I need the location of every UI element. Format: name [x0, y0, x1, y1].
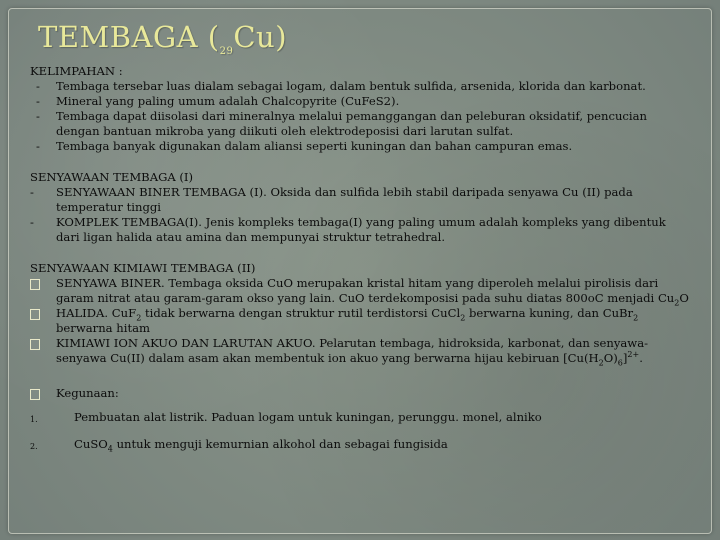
- slide-title: [38, 20, 287, 57]
- section-heading-kegunaan: Kegunaan:: [30, 386, 690, 401]
- title-text: TEMBAGA (: [38, 20, 220, 54]
- slide-content: [30, 64, 690, 452]
- tembaga-ii-list: [30, 276, 690, 366]
- kelimpahan-list: [30, 79, 690, 154]
- list-item: 2. CuSO$_4$ untuk menguji kemurnian alkohol dan sebagai fungisida: [30, 437, 448, 454]
- tembaga-i-list: [30, 185, 690, 245]
- list-number: 1.: [30, 415, 38, 424]
- list-item: - Tembaga dapat diisolasi dari mineralnya melalui pemanggangan dan peleburan oksidatif, pencucian dengan bantuan mikroba yang diikuti oleh elektrodeposisi dari larutan sulfat.: [30, 109, 690, 139]
- kegunaan-heading-list: [30, 386, 690, 401]
- list-item: - Tembaga tersebar luas dialam sebagai logam, dalam bentuk sulfida, arsenida, klorida dan karbonat.: [30, 79, 690, 94]
- title-atomic-number: 29: [219, 45, 234, 57]
- kegunaan-list: [30, 410, 690, 452]
- list-item: HALIDA. CuF$_2$ tidak berwarna dengan struktur rutil terdistorsi CuCl$_2$ berwarna kuning, dan CuBr$_2$ berwarna hitam: [30, 306, 690, 336]
- list-number: 2.: [30, 442, 38, 451]
- list-item: - Mineral yang paling umum adalah Chalcopyrite (CuFeS2).: [30, 94, 690, 109]
- bullet-box-icon: [30, 279, 40, 290]
- bullet-box-icon: [30, 339, 40, 350]
- list-item: SENYAWA BINER. Tembaga oksida CuO merupakan kristal hitam yang diperoleh melalui pirolisis dari garam nitrat atau garam-garam okso yang lain. CuO terdekomposisi pada suhu diatas 800oC menjadi $Cu_2O$: [30, 276, 690, 306]
- bullet-box-icon: [30, 309, 40, 320]
- list-item: - KOMPLEK TEMBAGA(I). Jenis kompleks tembaga(I) yang paling umum adalah kompleks yang dibentuk dari ligan halida atau amina dan mempunyai struktur tetrahedral.: [30, 215, 690, 245]
- section-heading-kelimpahan: KELIMPAHAN :: [30, 64, 123, 78]
- list-item: KIMIAWI ION AKUO DAN LARUTAN AKUO. Pelarutan tembaga, hidroksida, karbonat, dan senyawa-senyawa Cu(II) dalam asam akan membentuk ion akuo yang berwarna hijau kebiruan $[Cu(H_2O)_6]^{2+}$.: [30, 336, 690, 366]
- title-symbol: Cu): [233, 20, 288, 54]
- list-item: 1. Pembuatan alat listrik. Paduan logam untuk kuningan, perunggu. monel, alniko: [30, 410, 690, 425]
- section-heading-tembaga-ii: SENYAWAAN KIMIAWI TEMBAGA (II): [30, 261, 256, 275]
- bullet-box-icon: [30, 389, 40, 400]
- section-heading-tembaga-i: SENYAWAAN TEMBAGA (I): [30, 170, 194, 184]
- list-item: - SENYAWAAN BINER TEMBAGA (I). Oksida dan sulfida lebih stabil daripada senyawa Cu (II) pada temperatur tinggi: [30, 185, 690, 215]
- list-item: - Tembaga banyak digunakan dalam aliansi seperti kuningan dan bahan campuran emas.: [30, 139, 690, 154]
